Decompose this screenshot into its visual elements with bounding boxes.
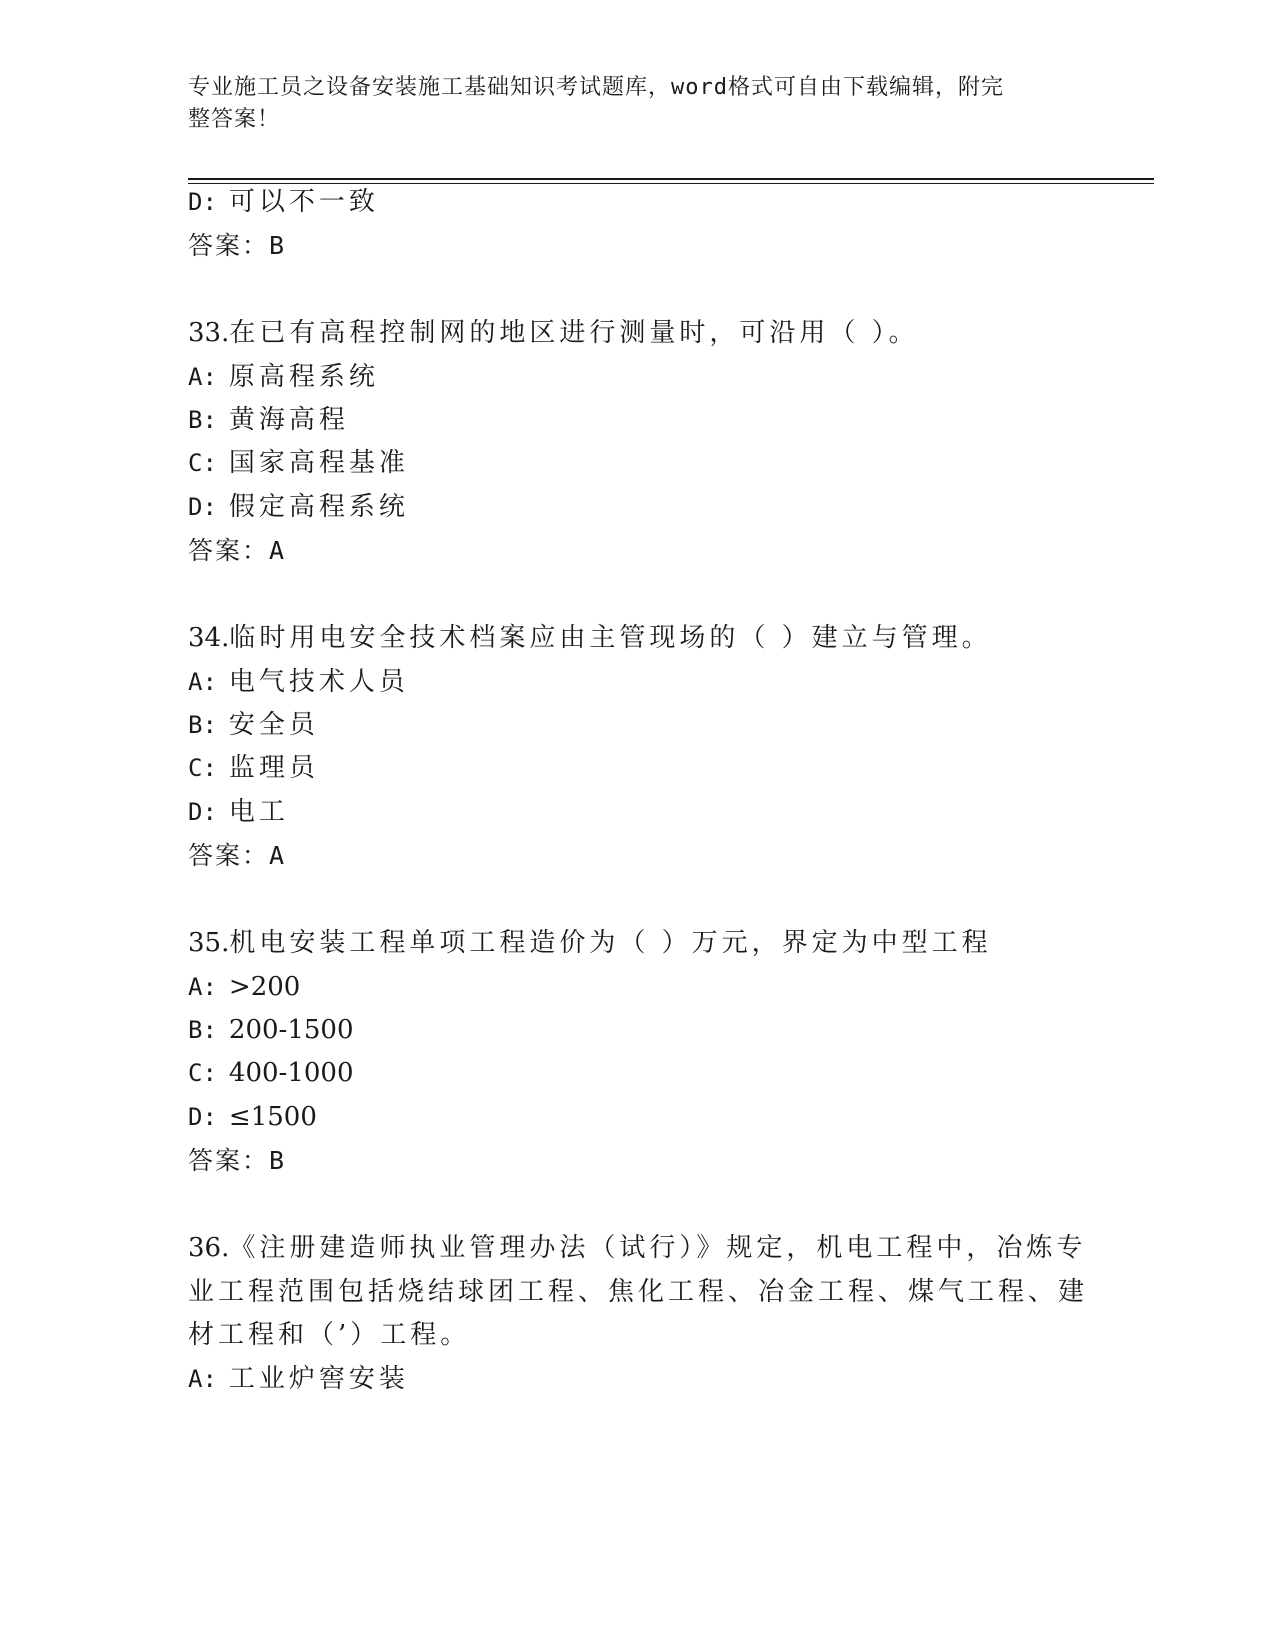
document-header xyxy=(188,72,1068,136)
answer-value: A xyxy=(269,536,287,565)
q35-option-a xyxy=(188,970,300,1004)
option-letter: B: xyxy=(188,711,217,739)
option-letter: B: xyxy=(188,1016,217,1044)
option-letter: A: xyxy=(188,363,217,391)
option-letter: B: xyxy=(188,406,217,434)
answer-value: B xyxy=(269,1146,287,1175)
q35-option-d xyxy=(188,1100,317,1134)
q35-stem xyxy=(188,926,992,960)
question-text: 临时用电安全技术档案应由主管现场的（ ）建立与管理。 xyxy=(229,623,992,653)
option-letter: A: xyxy=(188,668,217,696)
option-letter: D: xyxy=(188,798,217,826)
question-text: 《注册建造师执业管理办法（试行）》规定，机电工程中，冶炼专 xyxy=(229,1233,1087,1263)
option-letter: D: xyxy=(188,1103,217,1131)
q32-option-d xyxy=(188,185,379,219)
option-text: 国家高程基准 xyxy=(228,448,409,478)
answer-label: 答案： xyxy=(188,1146,270,1175)
option-text: 电工 xyxy=(228,797,289,827)
option-text: 电气技术人员 xyxy=(228,667,409,697)
option-letter: D: xyxy=(188,493,217,521)
option-text: 200-1500 xyxy=(228,1015,354,1045)
header-line-2: 整答案！ xyxy=(188,107,281,132)
q36-stem-line-2: 业工程范围包括烧结球团工程、焦化工程、冶金工程、煤气工程、建 xyxy=(188,1277,1089,1307)
q34-option-c xyxy=(188,751,319,785)
option-text: 400-1000 xyxy=(228,1058,354,1088)
answer-label: 答案： xyxy=(188,841,270,870)
q33-option-a xyxy=(188,360,379,394)
option-text: 工业炉窖安装 xyxy=(228,1364,409,1394)
q33-option-d xyxy=(188,490,409,524)
answer-value: A xyxy=(269,841,287,870)
question-number: 33. xyxy=(188,318,230,348)
header-divider-thin xyxy=(188,183,1154,184)
q33-stem xyxy=(188,316,919,350)
q34-stem xyxy=(188,621,992,655)
q35-option-c xyxy=(188,1056,354,1090)
question-number: 34. xyxy=(188,623,230,653)
q33-option-c xyxy=(188,446,409,480)
option-text: 原高程系统 xyxy=(228,362,379,392)
q34-option-a xyxy=(188,665,409,699)
q35-answer xyxy=(188,1144,286,1178)
question-text: 机电安装工程单项工程造价为（ ）万元，界定为中型工程 xyxy=(229,928,992,958)
q34-answer xyxy=(188,839,286,873)
q36-stem-line-1 xyxy=(188,1231,1086,1265)
q36-option-a xyxy=(188,1362,409,1396)
option-text: ≤1500 xyxy=(228,1102,317,1132)
question-number: 36. xyxy=(188,1233,230,1263)
header-line-1: 专业施工员之设备安装施工基础知识考试题库，word格式可自由下载编辑，附完 xyxy=(188,75,1004,100)
q36-stem-line-3: 材工程和（’）工程。 xyxy=(188,1320,471,1350)
option-letter: A: xyxy=(188,973,217,1001)
option-letter: C: xyxy=(188,754,217,782)
option-text: >200 xyxy=(228,972,301,1002)
option-letter: C: xyxy=(188,449,217,477)
option-letter: D: xyxy=(188,188,217,216)
answer-value: B xyxy=(269,231,287,260)
option-text: 假定高程系统 xyxy=(228,492,409,522)
q34-option-d xyxy=(188,795,289,829)
answer-label: 答案： xyxy=(188,536,270,565)
option-letter: C: xyxy=(188,1059,217,1087)
option-letter: A: xyxy=(188,1365,217,1393)
question-number: 35. xyxy=(188,928,230,958)
q34-option-b xyxy=(188,708,319,742)
question-text: 在已有高程控制网的地区进行测量时，可沿用（ ）。 xyxy=(229,318,919,348)
answer-label: 答案： xyxy=(188,231,270,260)
q33-option-b xyxy=(188,403,349,437)
q32-answer xyxy=(188,229,286,263)
q35-option-b xyxy=(188,1013,354,1047)
option-text: 监理员 xyxy=(228,753,319,783)
option-text: 可以不一致 xyxy=(228,187,379,217)
header-divider-thick xyxy=(188,178,1154,180)
q33-answer xyxy=(188,534,286,568)
option-text: 安全员 xyxy=(228,710,319,740)
option-text: 黄海高程 xyxy=(228,405,349,435)
